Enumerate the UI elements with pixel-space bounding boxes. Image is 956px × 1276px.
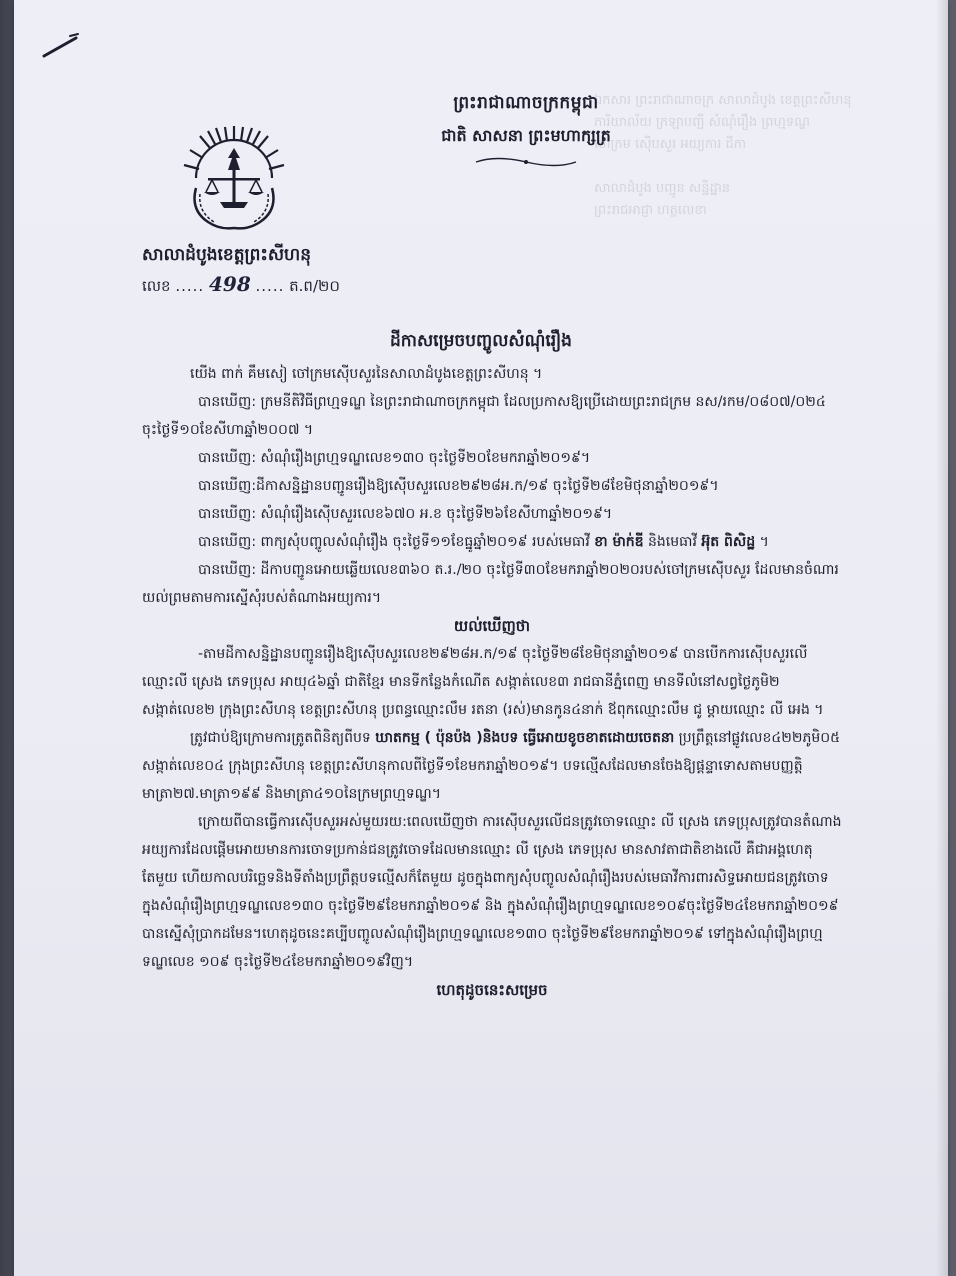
ref-dots-after: .....: [255, 277, 285, 295]
heading-therefore: ហេតុដូចនេះសម្រេច: [436, 981, 548, 999]
court-name: សាលាដំបូងខេត្តព្រះសីហនុ: [142, 245, 312, 265]
charges-paragraph: [142, 724, 842, 808]
ref-number-handwritten: 498: [208, 272, 251, 296]
heading-considering: យល់ឃើញថា: [453, 617, 531, 635]
lawyer-end: ។: [759, 534, 769, 550]
page-edge-shadow: [936, 0, 948, 1276]
kingdom-title: ព្រះរាជាណាចក្រកម្ពុជា: [453, 93, 599, 113]
lawyer-join: និងមេធាវី: [648, 534, 697, 550]
considered-lawyer-request: [142, 528, 842, 556]
facts-paragraph: -តាមដីកាសន្និដ្ឋានបញ្ជូនរឿងឱ្យស៊ើបសួរលេខ២៩២៨អ.ក/១៩ ចុះថ្ងៃទី២៨ខែមិថុនាឆ្នាំ២០១៩ បានបើកការស៊ើបសួរលើ ឈ្មោះលី ស្រេង ភេទប្រុស អាយុ៤៦ឆ្នាំ ជាតិខ្មែរ មានទីកន្លែងកំណើត សង្កាត់លេខ៣ រាជធានីភ្នំពេញ មានទីលំនៅសព្វថ្ងៃភូមិ២ សង្កាត់លេខ២ ក្រុងព្រះសីហនុ ខេត្តព្រះសីហនុ ប្រពន្ធឈ្មោះលឹម រតនា (រស់)មានកូន៤នាក់ ឪពុកឈ្មោះលឹម ជូ ម្តាយឈ្មោះ លី អេង ។: [142, 646, 824, 718]
bleed-through-text: ឯកសារ ព្រះរាជាណាចក្រ សាលាដំបូង ខេត្តព្រះសីហនុ ការិយាល័យ ក្រឡាបញ្ជី សំណុំរឿង ព្រហ្មទណ្ឌ ចៅក្រម ស៊ើបសួរ អយ្យការ ដីកា សាលាដំបូង បញ្ជូន សន្និដ្ឋាន ព្រះរាជអាជ្ញា ហត្ថលេខា: [594, 93, 852, 218]
ref-label: លេខ: [142, 277, 171, 295]
reference-number: [142, 272, 340, 299]
document-title: ដីកាសម្រេចបញ្ចូលសំណុំរឿង: [390, 331, 572, 351]
lawyer-name-1: ខា ម៉ាក់ឌី: [594, 534, 644, 550]
ornament-flourish-icon: [466, 155, 586, 169]
charges-details: ប្រព្រឹត្តនៅផ្លូវលេខ៤២២ភូមិ០៥ សង្កាត់លេខ០៤ ក្រុងព្រះសីហនុ ខេត្តព្រះសីហនុកាលពីថ្ងៃទី១ខែមករាឆ្នាំ២០១៩។ បទល្មើសដែលមានចែងឱ្យផ្តន្ទាទោសតាមបញ្ញត្តិមាត្រា២៧.មាត្រា១៩៩ និងមាត្រា៤១០នៃក្រមព្រហ្មទណ្ឌ។: [142, 730, 841, 802]
considered-criminal-code: បានឃើញ: ក្រមនីតិវិធីព្រហ្មទណ្ឌ នៃព្រះរាជាណាចក្រកម្ពុជា ដែលប្រកាសឱ្យប្រើដោយព្រះរាជក្រម នស/រកម/០៨០៧/០២៤ ចុះថ្ងៃទី១០ខែសីហាឆ្នាំ២០០៧ ។: [142, 394, 826, 438]
national-motto: ជាតិ សាសនា ព្រះមហាក្សត្រ: [441, 126, 611, 145]
document-page: [14, 0, 948, 1276]
ref-dots-before: .....: [175, 277, 205, 295]
considered-investigation-case: បានឃើញ: សំណុំរឿងស៊ើបសួរលេខ៦៧០ អ.ខ ចុះថ្ងៃទី២៦ខែសីហាឆ្នាំ២០១៩។: [198, 506, 613, 522]
lawyer-name-2: អ៊ុត ពិសិដ្ឋ: [701, 534, 756, 550]
charges-intro: ត្រូវជាប់ឱ្យក្រោមការត្រូតពិនិត្យពីបទ: [190, 730, 371, 746]
ref-suffix: ត.ព/២០: [289, 277, 340, 295]
judge-statement: យើង ពាក់ គឹមសៀ ចៅក្រមស៊ើបសួរនៃសាលាដំបូងខេត្តព្រះសីហនុ ។: [190, 366, 543, 382]
court-emblem-icon: [174, 118, 294, 234]
document-body: [142, 360, 842, 1004]
kingdom-header: [396, 92, 656, 173]
reasoning-paragraph: ក្រោយពីបានធ្វើការស៊ើបសួរអស់មួយរយ:ពេលឃើញថា ការស៊ើបសួរលើជនត្រូវចោទឈ្មោះ លី ស្រេង ភេទប្រុសត្រូវបានតំណាងអយ្យការដែលផ្តើមអោយមានការចោទប្រកាន់ជនត្រូវចោទដែលមានឈ្មោះ លី ស្រេង ភេទប្រុស មានសាវតាជាតិខាងលើ គឺជាអង្គហេតុតែមួយ ហើយកាលបរិច្ឆេទនិងទីតាំងប្រព្រឹត្តបទល្មើសក៏តែមួយ ដូចក្នុងពាក្យសុំបញ្ចូលសំណុំរឿងរបស់មេធាវីការពារសិទ្ធអោយជនត្រូវចោទ ក្នុងសំណុំរឿងព្រហ្មទណ្ឌលេខ១៣០ ចុះថ្ងៃទី២៩ខែមករាឆ្នាំ២០១៩ និង ក្នុងសំណុំរឿងព្រហ្មទណ្ឌលេខ១០៩ចុះថ្ងៃទី២៤ខែមករាឆ្នាំ២០១៩ បានស្នើសុំប្រាកដមែន។ហេតុដូចនេះគប្បីបញ្ចូលសំណុំរឿងព្រហ្មទណ្ឌលេខ១៣០ ចុះថ្ងៃទី២៩ខែមករាឆ្នាំ២០១៩ ទៅក្នុងសំណុំរឿងព្រហ្មទណ្ឌលេខ ១០៩ ចុះថ្ងៃទី២៤ខែមករាឆ្នាំ២០១៩វិញ។: [142, 814, 842, 970]
pen-mark-icon: [40, 30, 84, 60]
considered-prosecution-referral: បានឃើញ:ដីកាសន្និដ្ឋានបញ្ជូនរឿងឱ្យស៊ើបសួរលេខ២៩២៨អ.ក/១៩ ចុះថ្ងៃទី២៨ខែមិថុនាឆ្នាំ២០១៩។: [198, 478, 719, 494]
charges-offences: ឃាតកម្ម ( ប៉ុនប៉ង )និងបទ ធ្វើអោយខូចខាតដោយចេតនា: [375, 730, 675, 746]
lawyer-request-text: បានឃើញ: ពាក្យសុំបញ្ចូលសំណុំរឿង ចុះថ្ងៃទី១១ខែធ្នូឆ្នាំ២០១៩ របស់មេធាវី: [198, 534, 590, 550]
considered-case-130: បានឃើញ: សំណុំរឿងព្រហ្មទណ្ឌលេខ១៣០ ចុះថ្ងៃទី២០ខែមករាឆ្នាំ២០១៩។: [198, 450, 591, 466]
considered-reply-order: បានឃើញ: ដីកាបញ្ជូនអោយឆ្លើយលេខ៣៦០ ត.រ./២០ ចុះថ្ងៃទី៣០ខែមករាឆ្នាំ២០២០របស់ចៅក្រមស៊ើបសួរ ដែលមានចំណារ យល់ព្រមតាមការស្នើសុំរបស់តំណាងអយ្យការ។: [142, 562, 839, 606]
